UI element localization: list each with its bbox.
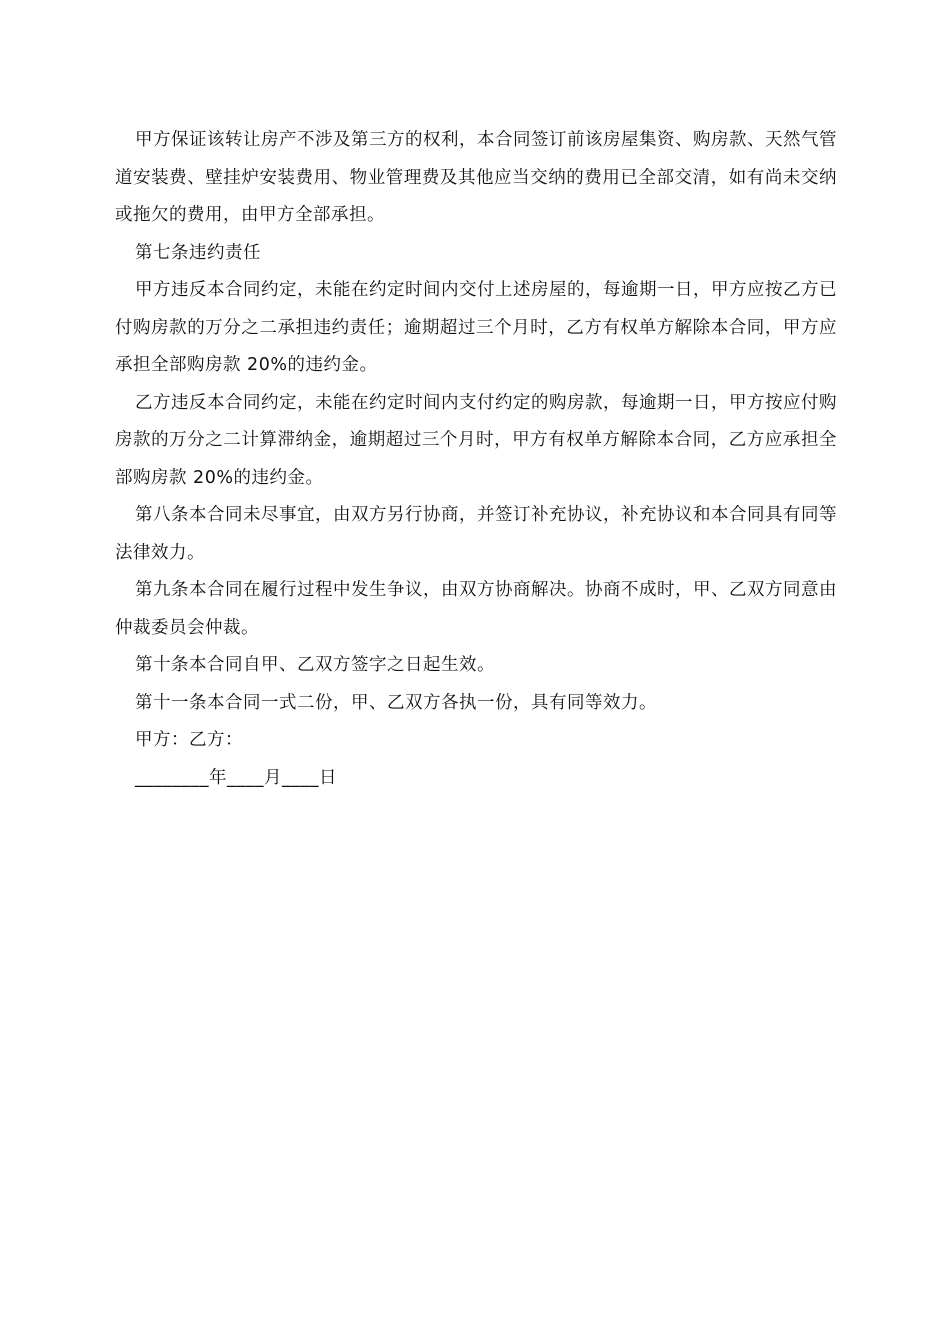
signature-date: ________年____月____日 <box>135 767 337 788</box>
paragraph-party-b-breach: 乙方违反本合同约定，未能在约定时间内支付约定的购房款，每逾期一日，甲方按应付购房款的万分之二计算滞纳金，逾期超过三个月时，甲方有权单方解除本合同，乙方应承担全部购房款 20%的违约金。 <box>115 392 837 488</box>
paragraph-article-9: 第九条本合同在履行过程中发生争议，由双方协商解决。协商不成时，甲、乙双方同意由仲裁委员会仲裁。 <box>115 580 837 638</box>
document-body <box>115 122 837 797</box>
paragraph-fees-guarantee: 甲方保证该转让房产不涉及第三方的权利，本合同签订前该房屋集资、购房款、天然气管道安装费、壁挂炉安装费用、物业管理费及其他应当交纳的费用已全部交清，如有尚未交纳或拖欠的费用，由甲方全部承担。 <box>115 130 837 225</box>
heading-article-7: 第七条违约责任 <box>135 242 261 263</box>
paragraph-article-10: 第十条本合同自甲、乙双方签字之日起生效。 <box>135 655 495 675</box>
paragraph-article-11: 第十一条本合同一式二份，甲、乙双方各执一份，具有同等效力。 <box>135 692 657 713</box>
signature-parties: 甲方：乙方： <box>135 730 243 750</box>
paragraph-party-a-breach: 甲方违反本合同约定，未能在约定时间内交付上述房屋的，每逾期一日，甲方应按乙方已付购房款的万分之二承担违约责任；逾期超过三个月时，乙方有权单方解除本合同，甲方应承担全部购房款 20%的违约金。 <box>115 280 837 375</box>
paragraph-article-8: 第八条本合同未尽事宜，由双方另行协商，并签订补充协议，补充协议和本合同具有同等法律效力。 <box>115 505 837 563</box>
